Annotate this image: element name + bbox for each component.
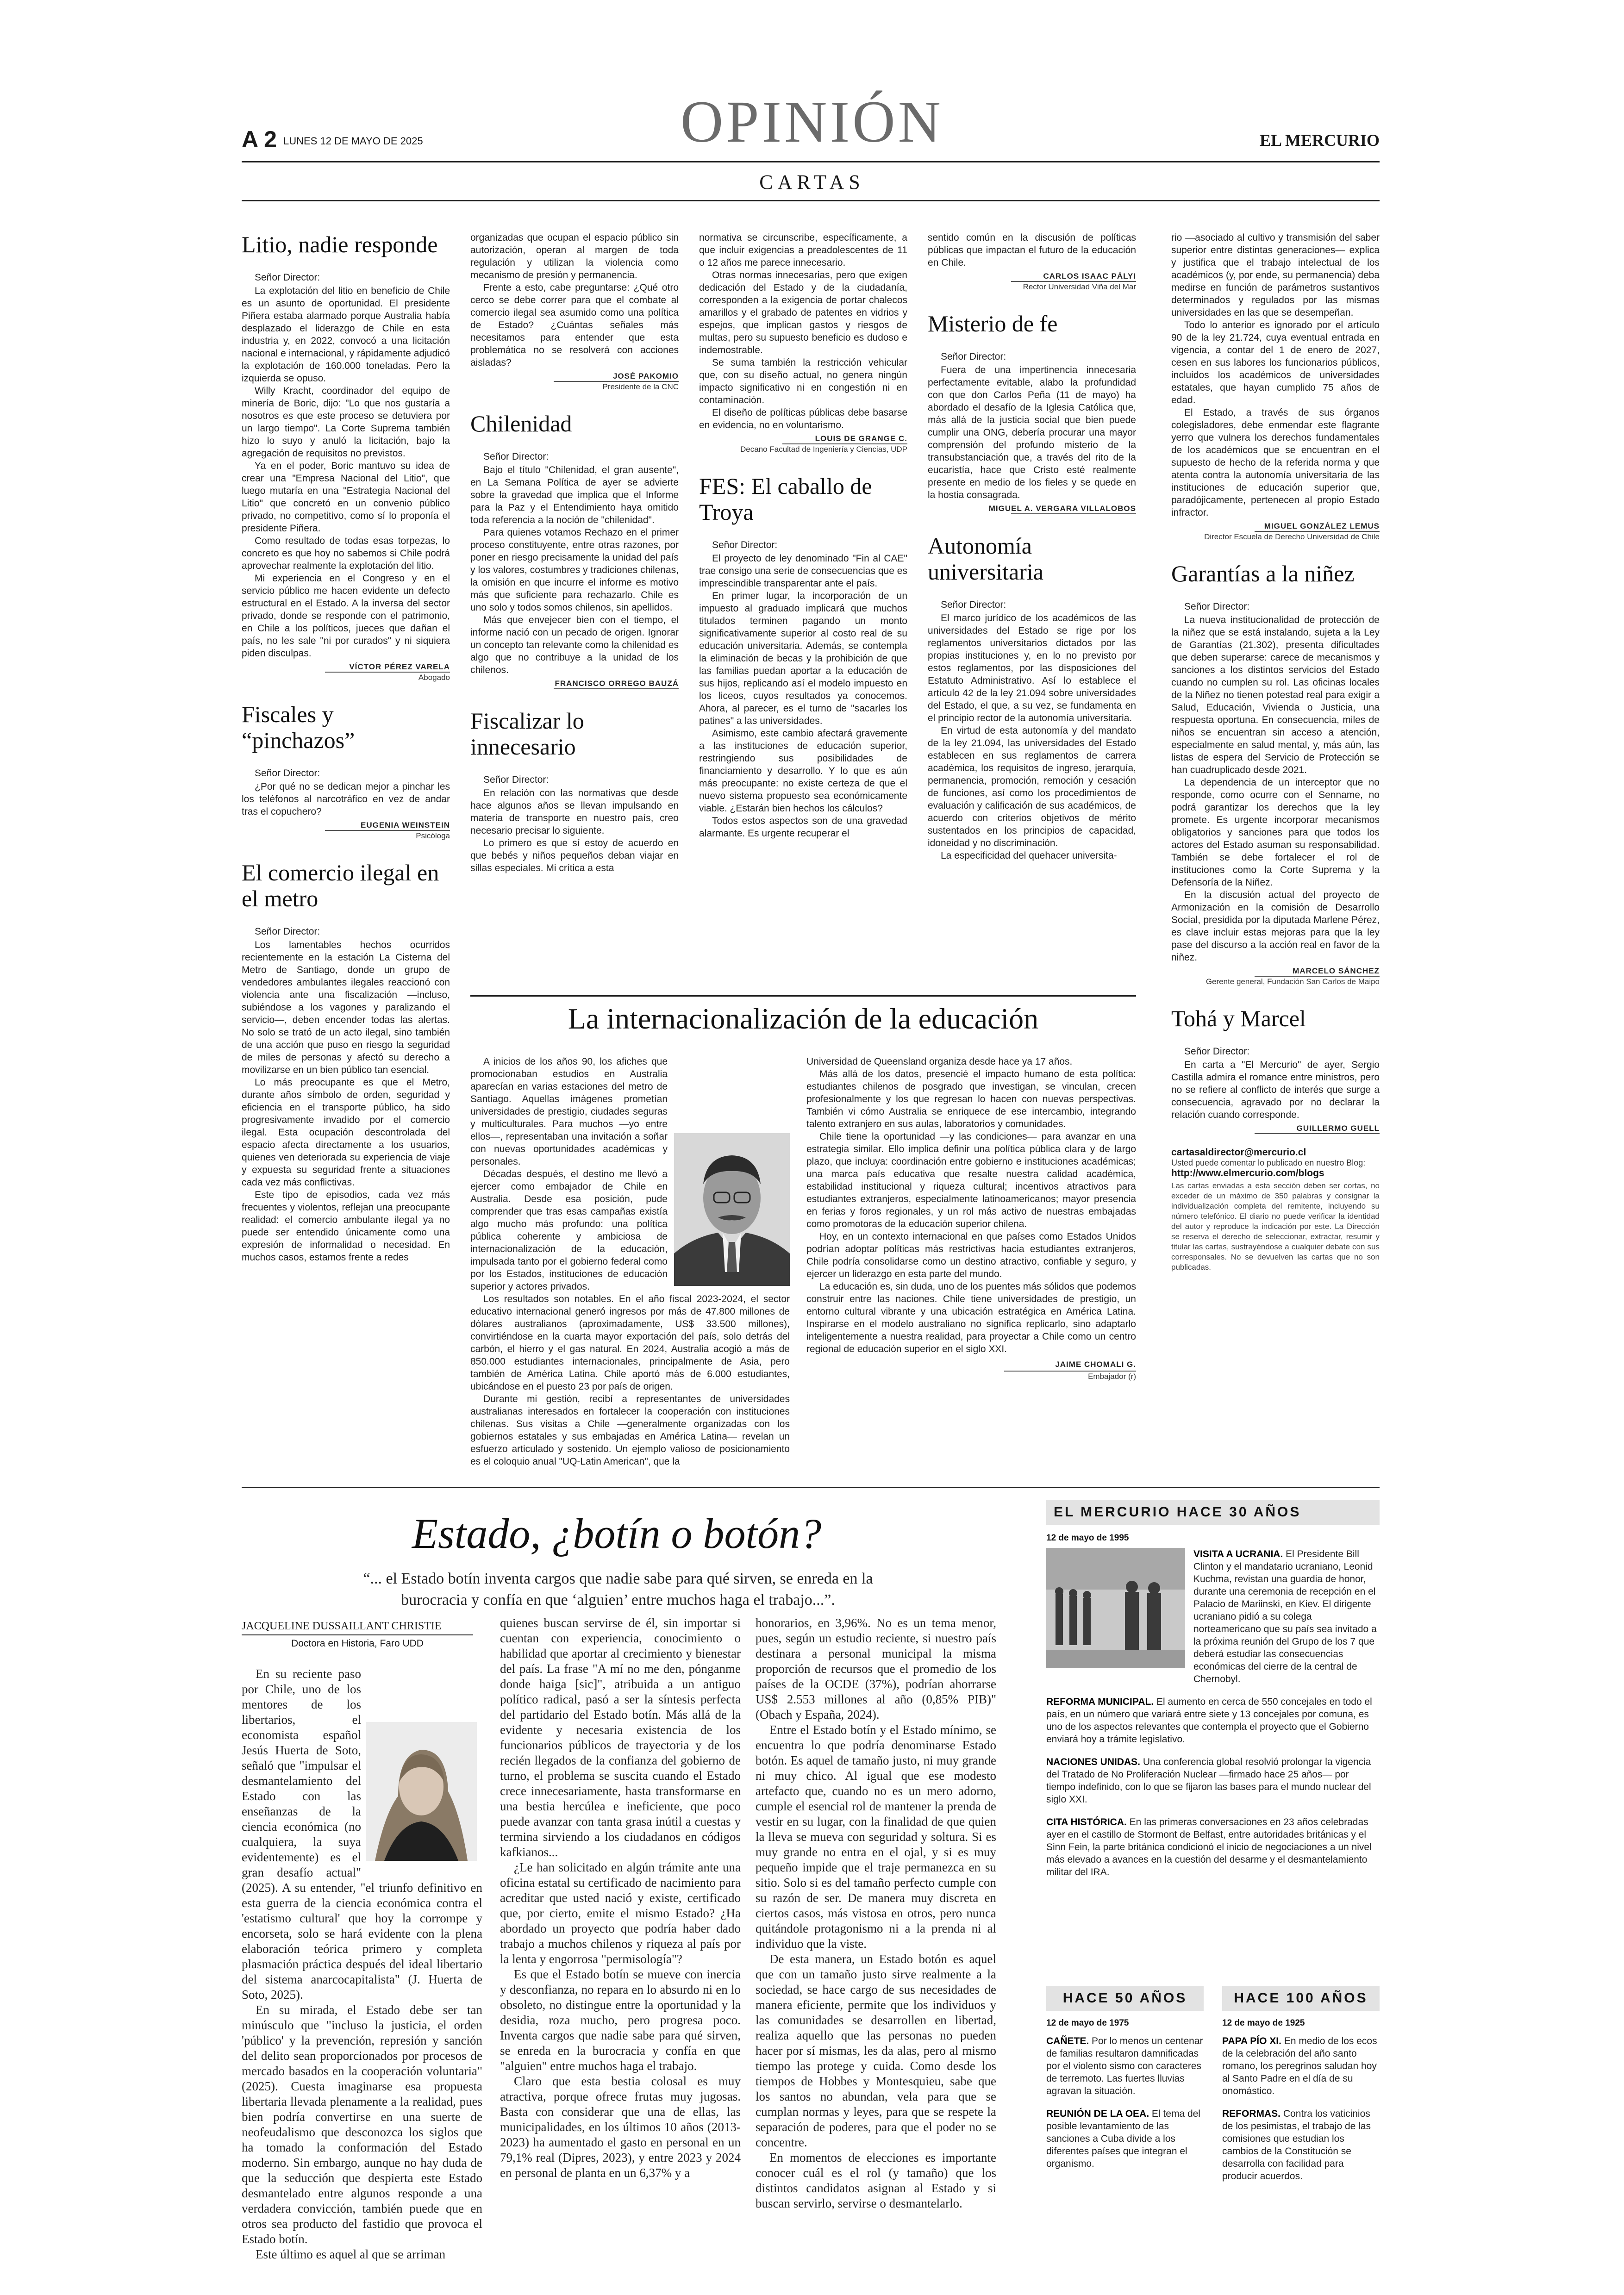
letter-body — [470, 231, 679, 369]
letter-fes-continued — [928, 231, 1136, 292]
letters-policy-note: Las cartas enviadas a esta sección deben ser cortas, no exceder de un máximo de 350 palabras y consignar la individualización completa del remitente, incluyendo su número telefónico. El diario no puede verificar la identidad del autor y reproduce la indicación por este. La Dirección se reserva el derecho de seleccionar, extractar, resumir y titular las cartas, sustrayéndose a cualquier debate con sus corresponsales. No se devuelven las cartas que no son publicadas. — [1171, 1181, 1380, 1272]
paragraph: Este último es aquel al que se arriman — [256, 2247, 446, 2261]
salutation: Señor Director: — [255, 272, 320, 283]
letter-misterio — [928, 311, 1136, 514]
paragraph: quienes buscan servirse de él, sin importar si cuentan con experiencia, conocimiento o habilidad que aportar al crecimiento y bienestar del país. La frase "A mí no me den, pónganme donde haiga [sic]", atribuida a un antiguo político radical, pasó a ser la síntesis perfecta del partidario del Estado botín. Más allá de la evidente y necesaria existencia de los funcionarios públicos de trayectoria y de los recién llegados de la confianza del gobierno de turno, el problema se suscita cuando el Estado crece innecesariamente, hasta transformarse en una bestia hercúlea e ineficiente, que poco puede avanzar con tanta grasa inútil a cuestas y termina sirviendo a los ciudadanos en códigos kafkianos... — [500, 1616, 741, 1859]
hace-30-title: EL MERCURIO HACE 30 AÑOS — [1046, 1500, 1380, 1525]
letter-body — [242, 939, 450, 1264]
letter-title: El comercio ilegal en el metro — [242, 860, 439, 911]
paragraph: Lo primero es que sí estoy de acuerdo en que bebés y niños pequeños deban viajar en sillas especiales. Mi crítica a esta — [470, 838, 679, 873]
letter-body — [470, 787, 679, 874]
signature-rule — [554, 688, 679, 689]
estado-column-3 — [756, 1615, 996, 2211]
letter-comercio-continued — [470, 231, 679, 392]
estado-author: JACQUELINE DUSSAILLANT CHRISTIE — [242, 1620, 473, 1635]
author: GUILLERMO GUELL — [1296, 1124, 1380, 1133]
item-text: El Presidente Bill Clinton y el mandatario ucraniano, Leonid Kuchma, revistan una guardia de honor, durante una ceremonia de recepción en el Palacio de Mariinski, en Kiev. El dirigente ucraniano pidió a su colega norteamericano que su país sea invitado a la próxima reunión del Grupo de los 7 que deberá estudiar las consecuencias económicas del cierre de la central de Chernobyl. — [1193, 1549, 1377, 1684]
intl-column-2 — [806, 1055, 1136, 1382]
author: CARLOS ISAAC PÁLYI — [1043, 272, 1136, 281]
portrait-image — [674, 1133, 790, 1286]
letter-title: Fiscalizar lo innecesario — [470, 708, 584, 760]
letter-title: Chilenidad — [470, 411, 572, 437]
paragraph: La especificidad del quehacer universita- — [941, 850, 1117, 861]
letter-title: Autonomía universitaria — [928, 533, 1043, 585]
paragraph: organizadas que ocupan el espacio público sin autorización, operan al margen de toda regulación y utilizan la violencia como mecanismo de presión y permanencia. — [470, 232, 679, 281]
item-head: VISITA A UCRANIA. — [1193, 1549, 1283, 1559]
intl-top-rule — [470, 995, 1136, 997]
letter-body — [1171, 1059, 1380, 1121]
author-role: Rector Universidad Viña del Mar — [1023, 282, 1136, 291]
paragraph: Como resultado de todas esas torpezas, lo concreto es que hoy no sabemos si Chile podrá aprovechar realmente la explotación del litio. — [242, 536, 450, 571]
letter-chilenidad — [470, 411, 679, 689]
column-2 — [470, 231, 679, 874]
item-head: CAÑETE. — [1046, 2036, 1089, 2046]
paragraph: De esta manera, un Estado botón es aquel que con un tamaño justo sirve realmente a la sociedad, se hace cargo de sus necesidades de manera eficiente, permite que los individuos y las comunidades se desarrollen en libertad, realiza aquello que las personas no pueden hacer por sí mismas, les da alas, pero al mismo tiempo las protege y cuida. Como desde los tiempos de Hobbes y Montesquieu, sabe que los santos no abundan, vela para que se cumplan normas y leyes, para que se respete la separación de poderes, para que el poder no se concentre. — [756, 1952, 996, 2149]
paragraph: Mi experiencia en el Congreso y en el servicio público me hacen evidente un defecto estructural en el Estado. A la inversa del sector privado, donde se responde con el patrimonio, en Chile a los políticos, jueces que dañan el país, no les sale "ni por curados" y ni siquiera piden disculpas. — [242, 573, 450, 659]
estado-byline — [242, 1620, 473, 1649]
paragraph: sentido común en la discusión de políticas públicas que impactan el futuro de la educación en Chile. — [928, 232, 1136, 268]
paragraph: Se suma también la restricción vehicular que, con su diseño actual, no genera ningún impacto significativo ni en congestión ni en contaminación. — [699, 357, 907, 405]
estado-title: Estado, ¿botín o botón? — [412, 1510, 822, 1557]
hace-30-item — [1046, 1756, 1380, 1806]
clinton-kuchma-photo — [1046, 1548, 1185, 1668]
author: VÍCTOR PÉREZ VARELA — [349, 662, 450, 671]
letter-fes — [699, 473, 907, 840]
letter-title: Misterio de fe — [928, 311, 1058, 337]
letter-autonomia-continued — [1171, 231, 1380, 542]
letter-body — [928, 231, 1136, 269]
paragraph: honorarios, en 3,96%. No es un tema menor, pues, según un estudio reciente, si nuestro país destinara a personal municipal la misma proporción de recursos que el promedio de los países de la OCDE (37%), podrían ahorrarse US$ 2.553 millones al año (0,85% PIB)" (Obach y España, 2024). — [756, 1616, 996, 1721]
salutation: Señor Director: — [1184, 601, 1250, 612]
paragraph: Durante mi gestión, recibí a representantes de universidades australianas interesados en fortalecer la cooperación con instituciones chilenas. Sus visitas a Chile —generalmente organizadas con los gobiernos estatales y sus embajadas en América Latina— revelan un esfuerzo articulado y sostenido. Un ejemplo valioso de posicionamiento es el coloquio anual "UQ-Latin American", que la — [470, 1394, 790, 1467]
letter-body — [1171, 231, 1380, 519]
hace-50-date: 12 de mayo de 1975 — [1046, 2018, 1129, 2028]
lower-section-rule — [242, 1487, 1380, 1488]
hace-100-box — [1222, 1986, 1380, 2183]
paragraph: Entre el Estado botín y el Estado mínimo, se encuentra lo que podría denominarse Estado botón. Es aquel de tamaño justo, ni muy grande ni muy chico. Al igual que ese modesto artefacto que, cuando no es un mero adorno, cumple el esencial rol de mantener la prenda de vestir en su lugar, con la finalidad de que quien la lleva se mueva con seguridad y soltura. Si es muy grande no entra en el ojal, y si es muy pequeño impide que el traje permanezca en su sitio. Solo si es del tamaño perfecto cumple con su razón de ser. De manera muy discreta en ciertos casos, más vistosa en otros, pero nunca quitándole protagonismo ni a la prenda ni al individuo que la viste. — [756, 1723, 996, 1951]
estado-column-1 — [242, 1666, 482, 2262]
paragraph: Hoy, en un contexto internacional en que países como Estados Unidos podrían adoptar políticas más restrictivas hacia estudiantes extranjeros, Chile podría consolidarse como un destino atractivo, confiable y seguro, y ejercer un liderazgo en esta parte del mundo. — [806, 1231, 1136, 1279]
paragraph: La nueva institucionalidad de protección de la niñez que se está instalando, sujeta a la Ley de Garantías (21.302), presenta dificultades que deben superarse: carece de mecanismos y sanciones a los distintos servicios del Estado cuando no cumplen su rol. Las oficinas locales de la Niñez no tienen potestad real para exigir a Salud, Educación, Vivienda o Justicia, una respuesta oportuna. En consecuencia, miles de niños se encuentran sin acceso a atención, especialmente en salud mental, y, más aún, las listas de espera del Servicio de Protección se han cuadruplicado desde 2021. — [1171, 615, 1380, 775]
hace-30-box — [1046, 1500, 1380, 1878]
hace-30-item — [1046, 1816, 1380, 1878]
letter-body — [699, 231, 907, 431]
paragraph: Fuera de una impertinencia innecesaria perfectamente evitable, alabo la profundidad con que don Carlos Peña (11 de mayo) ha abordado el desafío de la Iglesia Católica que, más allá de la justicia social que bien puede cumplir una ONG, debería procurar una mayor comprensión del profundo misterio de la transubstanciación que, a través del rito de la eucaristía, hace que Cristo esté realmente presente en medio de los fieles y se quede en la hostia consagrada. — [928, 365, 1136, 500]
author: MARCELO SÁNCHEZ — [1293, 967, 1380, 975]
paragraph: En primer lugar, la incorporación de un impuesto al graduado implicará que muchos titulados terminen pagando un monto significativamente superior al costo real de su educación universitaria. Además, se contempla la eliminación de becas y la prohibición de que las familias puedan aportar a la educación de sus hijos, replicando así el modelo impuesto en los liceos, cuyos resultados ya conocemos. Ahora, al parecer, es el turno de "sacarles los patines" a las universidades. — [699, 591, 907, 726]
letter-garantias — [1171, 561, 1380, 987]
paragraph: A inicios de los años 90, los afiches que promocionaban estudios en Australia aparecían en varias estaciones del metro de Santiago. Aquellas imágenes prometían universidades de prestigio, ciudades seguras y multiculturales. Para muchos —yo entre ellos—, representaban una invitación a soñar con nuevas oportunidades académicas y personales. — [470, 1056, 668, 1167]
letter-body — [242, 780, 450, 818]
paragraph: Los resultados son notables. En el año fiscal 2023-2024, el sector educativo internacional generó ingresos por más de 47.800 millones de dólares australianos (aproximadamente, US$ 33.500 millones), convirtiéndose en la cuarta mayor exportación del país, solo detrás del carbón, el hierro y el gas natural. En 2024, Australia acogió a más de 850.000 estudiantes internacionales, principalmente de Asia, pero también de América Latina. Chile aportó más de 6.000 estudiantes, ubicándose en el puesto 23 por país de origen. — [470, 1294, 790, 1392]
paragraph: Este tipo de episodios, cada vez más frecuentes y violentos, reflejan una preocupante realidad: el comercio ambulante ilegal ya no puede ser entendido únicamente como una expresión de informalidad o necesidad. En muchos casos, estamos frente a redes — [242, 1190, 450, 1263]
paragraph: La educación es, sin duda, uno de los puentes más sólidos que podemos construir entre las naciones. Chile tiene universidades de prestigio, un entorno cultural vibrante y una ubicación estratégica en América Latina. Inspirarse en el modelo australiano no significa replicarlo, sino adaptarlo inteligentemente a nuestra realidad, para proyectar a Chile como un centro regional de educación superior en el siglo XXI. — [806, 1281, 1136, 1354]
author: FRANCISCO ORREGO BAUZÁ — [555, 679, 679, 688]
letter-fiscales — [242, 701, 450, 841]
letter-title: Litio, nadie responde — [242, 231, 438, 257]
signature-rule — [1011, 513, 1136, 514]
item-text: El tema del posible levantamiento de las sanciones a Cuba divide a los diferentes países que integran el organismo. — [1046, 2108, 1200, 2169]
estado-pull-quote: “... el Estado botín inventa cargos que nadie sabe para qué sirven, se enreda en la burocracia y confía en que ‘alguien’ entre muchos haga el trabajo...”. — [363, 1570, 873, 1609]
page-date: LUNES 12 DE MAYO DE 2025 — [283, 135, 423, 147]
item-head: REFORMA MUNICIPAL. — [1046, 1696, 1154, 1707]
cartas-rule — [242, 200, 1380, 201]
author-role: Psicóloga — [416, 831, 450, 840]
signature-rule — [1255, 1133, 1380, 1134]
letter-title: Tohá y Marcel — [1171, 1005, 1306, 1031]
letter-body — [928, 612, 1136, 862]
item-head: PAPA PÍO XI. — [1222, 2036, 1281, 2046]
hace-50-item — [1046, 2108, 1204, 2170]
contact-box — [1171, 1147, 1380, 1272]
author: JAIME CHOMALI G. — [1055, 1360, 1136, 1369]
estado-author-role: Doctora en Historia, Faro UDD — [291, 1638, 424, 1649]
item-head: REUNIÓN DE LA OEA. — [1046, 2108, 1149, 2119]
paragraph: Los lamentables hechos ocurridos recientemente en la estación La Cisterna del Metro de Santiago, donde un grupo de vendedores ambulantes ilegales reaccionó con violencia ante una fiscalización —incluso, subiéndose a los vagones y paralizando el servicio—, deben encender todas las alertas. No solo se trató de un acto ilegal, sino también de una acción que puso en riesgo la seguridad de miles de personas y afectó su derecho a movilizarse en un bien público tan esencial. — [242, 940, 450, 1075]
letter-body — [242, 285, 450, 660]
letter-fiscalizar-continued — [699, 231, 907, 455]
paragraph: En carta a "El Mercurio" de ayer, Sergio Castilla admira el romance entre ministros, pero no se refiere al conflicto de interés que surge a consecuencia, agravado por no declarar la relación cuando corresponde. — [1171, 1060, 1380, 1120]
contact-email[interactable]: cartasaldirector@mercurio.cl — [1171, 1147, 1306, 1158]
salutation: Señor Director: — [712, 540, 778, 550]
author: MIGUEL A. VERGARA VILLALOBOS — [988, 504, 1136, 513]
author-role: Abogado — [418, 673, 450, 682]
paragraph: Bajo el título "Chilenidad, el gran ausente", en La Semana Política de ayer se advierte sobre la gravedad que implica que el Informe para la Paz y el Entendimiento haya omitido toda referencia a la noción de "chilenidad". — [470, 465, 679, 525]
paragraph: Ya en el poder, Boric mantuvo su idea de crear una "Empresa Nacional del Litio", que luego mutaría en una "Estrategia Nacional del Litio" que concretó en un convenio público privado, no competitivo, como sí lo proponía el presidente Piñera. — [242, 461, 450, 534]
paragraph: La explotación del litio en beneficio de Chile es un asunto de oportunidad. El presidente Piñera estaba alarmado porque Australia había desplazado el liderazgo de Chile en esta industria y, en 2022, convocó a una licitación nacional e internacional, y rápidamente adjudicó la explotación de 160.000 toneladas. Pero la izquierda se opuso. — [242, 286, 450, 384]
paragraph: El Estado, a través de sus órganos colegisladores, debe enmendar este flagrante yerro que vulnera los derechos fundamentales de los académicos que se encuentran en el supuesto de hecho de la referida norma y que atenta contra la autonomía universitaria de las instituciones de educación superior que, paradójicamente, pertenecen al propio Estado infractor. — [1171, 407, 1380, 518]
salutation: Señor Director: — [255, 926, 320, 937]
author-role: Embajador (r) — [1088, 1372, 1136, 1381]
hace-50-box — [1046, 1986, 1204, 2170]
paragraph: Para quienes votamos Rechazo en el primer proceso constituyente, entre otras razones, por poner en riesgo precisamente la unidad del país y los valores, costumbres y tradiciones chilenas, la omisión en que incurre el informe es motivo más que suficiente para rechazarlo. Chile es uno solo y todos somos chilenos, sin apellidos. — [470, 527, 679, 613]
author: MIGUEL GONZÁLEZ LEMUS — [1264, 522, 1380, 530]
item-text: El aumento en cerca de 550 concejales en todo el país, en un número que variará entre siete y 13 concejales por comuna, es uno de los aspectos relevantes que contempla el proyecto que el Gobierno enviará hoy a trámite legislativo. — [1046, 1696, 1372, 1745]
paragraph: El marco jurídico de los académicos de las universidades del Estado se rige por los reglamentos universitarios dictados por las propias instituciones y, en lo no previsto por estos reglamentos, por las disposiciones del Estatuto Administrativo. Así lo establece el artículo 42 de la ley 21.094 sobre universidades del Estado, el que, a su vez, se fundamenta en el principio rector de la autonomía universitaria. — [928, 613, 1136, 723]
section-title: OPINIÓN — [680, 89, 944, 155]
item-head: NACIONES UNIDAS. — [1046, 1757, 1141, 1767]
salutation: Señor Director: — [483, 451, 549, 462]
paragraph: Willy Kracht, coordinador del equipo de minería de Boric, dijo: "Lo que nos gustaría a nosotros es que este proceso se detuviera por un largo tiempo". La Corte Suprema también hizo lo suyo y anuló la licitación, bajo la agregación de requisitos no previstos. — [242, 386, 450, 459]
photo-slot — [367, 1722, 482, 1865]
paragraph: rio —asociado al cultivo y transmisión del saber superior entre distintas generaciones— explica y justifica que el trabajo intelectual de los académicos (y, por ende, su permanencia) deba medirse en función de parámetros sustantivos determinados y regulados por las mismas universidades en las que se desempeñan. — [1171, 232, 1380, 318]
hace-50-title: HACE 50 AÑOS — [1046, 1986, 1204, 2011]
author: LOUIS DE GRANGE C. — [815, 434, 907, 443]
paragraph: El proyecto de ley denominado "Fin al CAE" trae consigo una serie de consecuencias que es imprescindible transparentar ante el país. — [699, 553, 907, 589]
column-5 — [1171, 231, 1380, 1272]
masthead-rule — [242, 161, 1380, 162]
salutation: Señor Director: — [1184, 1046, 1250, 1057]
item-text: Por lo menos un centenar de familias resultaron damnificadas por el violento sismo con caracteres de terremoto. Las fuertes lluvias agravan la situación. — [1046, 2036, 1203, 2096]
author-role: Gerente general, Fundación San Carlos de Maipo — [1206, 977, 1380, 986]
letter-title: Garantías a la niñez — [1171, 561, 1355, 586]
paragraph: En su mirada, el Estado debe ser tan minúsculo que "incluso la justicia, el orden 'público' y la prevención, represión y sanción del delito sean proporcionados por procesos de mercado basados en la cooperación voluntaria" (2025). Cuesta imaginarse esa propuesta libertaria llevada plenamente a la realidad, pues bien podría convertirse en una suerte de neofeudalismo que desconozca los siglos que ha tomado la conformación del Estado moderno. Sin embargo, aunque no hay duda de que la seducción que despierta este Estado desmantelado entre algunos responde a una verdadera convicción, también puede que en otros sea producto del fastidio que provoca el Estado botín. — [242, 2003, 482, 2246]
paragraph: En relación con las normativas que desde hace algunos años se llevan impulsando en materia de transporte en nuestro país, creo necesario precisar lo siguiente. — [470, 788, 679, 836]
paragraph: Universidad de Queensland organiza desde hace ya 17 años. — [806, 1056, 1073, 1067]
author: JOSÉ PAKOMIO — [612, 372, 679, 380]
intl-title: La internacionalización de la educación — [568, 1002, 1039, 1035]
letter-title: FES: El caballo de Troya — [699, 473, 872, 525]
paragraph: Claro que esta bestia colosal es muy atractiva, porque ofrece frutas muy jugosas. Basta con considerar que una de ellas, las municipalidades, en los últimos 10 años (2013-2023) ha aumentado el gasto en personal en un 79,1% real (Dipres, 2023), y entre 2023 y 2024 en personal de planta en un 6,37% y a — [500, 2074, 741, 2180]
salutation: Señor Director: — [255, 768, 320, 779]
hace-30-date: 12 de mayo de 1995 — [1046, 1533, 1129, 1543]
hace-100-date: 12 de mayo de 1925 — [1222, 2018, 1305, 2028]
paragraph: Más allá de los datos, presencié el impacto humano de esta política: estudiantes chilenos de posgrado que investigan, se vinculan, crecen profesionalmente y los que regresan lo hacen con nuevas perspectivas. También vi cómo Australia se enriquece de ese intercambio, integrando talento extranjero en sus aulas, laboratorios y comunidades. — [806, 1069, 1136, 1129]
item-text: En medio de los ecos de la celebración del año santo romano, los peregrinos saludan hoy al Santo Padre en el día de su onomástico. — [1222, 2036, 1377, 2096]
paragraph: ¿Le han solicitado en algún trámite ante una oficina estatal su certificado de nacimiento para acreditar que usted nació y existe, certificado que, por cierto, emite el mismo Estado? ¿Ha abordado un proyecto que podría haber dado trabajo a muchos chilenos y riqueza al país por la lenta y engorrosa "permisología"? — [500, 1860, 741, 1966]
paragraph: Otras normas innecesarias, pero que exigen dedicación del Estado y de la ciudadanía, corresponden a la exigencia de portar chalecos amarillos y el grabado de patentes en vidrios y espejos, que implican gastos y riesgos de multas, pero su supuesto beneficio es dudoso e indemostrable. — [699, 270, 907, 355]
hace-30-item — [1193, 1548, 1380, 1685]
paragraph: En virtud de esta autonomía y del mandato de la ley 21.094, las universidades del Estado establecen en sus reglamentos de carrera académica, los requisitos de ingreso, jerarquía, permanencia, promoción, remoción y cesación de funciones, así como los procedimientos de evaluación y calificación de sus académicos, de acuerdo con criterios objetivos de mérito sustentados en los principios de capacidad, idoneidad y no discriminación. — [928, 725, 1136, 848]
hace-100-item — [1222, 2108, 1380, 2183]
paragraph: Frente a esto, cabe preguntarse: ¿Qué otro cerco se debe correr para que el combate al comercio ilegal sea asumido como una política de Estado? ¿Cuántas señales más necesitamos para entender que esta problemática no se resolverá con acciones aisladas? — [470, 282, 679, 368]
hace-30-item — [1046, 1696, 1380, 1746]
item-text: Una conferencia global resolvió prolongar la vigencia del Tratado de No Proliferación Nuclear —firmado hace 25 años— por tiempo indefinido, con lo que se fijaron las bases para el mundo nuclear del siglo XXI. — [1046, 1757, 1371, 1805]
salutation: Señor Director: — [483, 774, 549, 785]
letter-title: Fiscales y “pinchazos” — [242, 701, 355, 753]
paragraph: Es que el Estado botín se mueve con inercia y desconfianza, no repara en lo absurdo ni en lo obsoleto, no distingue entre la oportunidad y la desidia, roza mucho, pero progresa poco. Inventa cargos que nadie sabe para qué sirven, se enreda en la burocracia y confía en que "alguien" entre muchos haga el trabajo. — [500, 1967, 741, 2073]
salutation: Señor Director: — [941, 599, 1006, 610]
author: EUGENIA WEINSTEIN — [361, 821, 450, 829]
subsection-title: CARTAS — [759, 171, 865, 193]
paragraph: Décadas después, el destino me llevó a ejercer como embajador de Chile en Australia. Desde esa posición, pude comprender que tras esas campañas existía algo mucho más profundo: una política pública coherente y ambiciosa de internacionalización de la educación, impulsada tanto por el gobierno federal como por los Estados, instituciones de educación superior y actores privados. — [470, 1169, 668, 1292]
paragraph: Lo más preocupante es que el Metro, durante años símbolo de orden, seguridad y eficiencia en el transporte público, ha sido progresivamente invadido por el comercio ilegal. Esta ocupación descontrolada del espacio afecta directamente a los usuarios, quienes ven deteriorada su experiencia de viaje y expuesta su seguridad frente a situaciones cada vez más conflictivas. — [242, 1077, 450, 1188]
blog-line: Usted puede comentar lo publicado en nuestro Blog: — [1171, 1158, 1366, 1167]
paragraph: En momentos de elecciones es importante conocer cuál es el rol (y tamaño) que los distintos candidatos asignan al Estado y si buscan servirlo, servirse o desmantelarlo. — [756, 2151, 996, 2210]
item-text: En las primeras conversaciones en 23 años celebradas ayer en el castillo de Stormont de Belfast, entre autoridades británicas y el Sinn Fein, la parte británica condicionó el inicio de negociaciones a un nivel más elevado a avances en la cuestión del desarme y el desmantelamiento militar del IRA. — [1046, 1817, 1372, 1877]
paragraph: Todo lo anterior es ignorado por el artículo 90 de la ley 21.724, cuya eventual entrada en vigencia, a contar del 1 de enero de 2027, cesen en sus labores los funcionarios públicos, incluidos los académicos de universidades estatales, que hayan cumplido 75 años de edad. — [1171, 320, 1380, 405]
column-1 — [242, 231, 450, 1264]
paragraph: En la discusión actual del proyecto de Armonización en la comisión de Desarrollo Social, presidida por la diputada Marlene Pérez, es clave incluir estas mejoras para que la ley pase del discurso a la acción real en favor de la niñez. — [1171, 890, 1380, 963]
author-role: Decano Facultad de Ingeniería y Ciencias, UDP — [740, 445, 907, 454]
paragraph: Asimismo, este cambio afectará gravemente a las instituciones de educación superior, restringiendo sus posibilidades de financiamiento y desarrollo. Y lo que es aún más preocupante: no existe certeza de que el nuevo sistema propuesto sea económicamente viable. ¿Estarán bien hechos los cálculos? — [699, 728, 907, 814]
blog-link[interactable]: http://www.elmercurio.com/blogs — [1171, 1168, 1324, 1179]
author-role: Presidente de la CNC — [602, 382, 679, 391]
letter-toha — [1171, 1005, 1380, 1134]
paragraph: ¿Por qué no se dedican mejor a pinchar les los teléfonos al narcotráfico en vez de andar tras el copuchero? — [242, 781, 450, 817]
paper-name: EL MERCURIO — [1259, 131, 1380, 150]
letter-body — [928, 364, 1136, 501]
author-role: Director Escuela de Derecho Universidad de Chile — [1204, 532, 1380, 541]
letter-body — [470, 464, 679, 676]
page-number: A 2 — [242, 126, 277, 152]
item-text: Contra los vaticinios de los pesimistas, el trabajo de las comisiones que estudian los cambios de la Constitución se desarrolla con facilidad para producir acuerdos. — [1222, 2108, 1371, 2182]
paragraph: normativa se circunscribe, específicamente, a que incluir exigencias a preadolescentes de 11 o 12 años me parece innecesario. — [699, 232, 907, 268]
letter-comercio — [242, 860, 450, 1264]
paragraph: El diseño de políticas públicas debe basarse en evidencia, no en voluntarismo. — [699, 407, 907, 430]
hace-100-item — [1222, 2035, 1380, 2097]
column-4 — [928, 231, 1136, 862]
hace-50-item — [1046, 2035, 1204, 2097]
salutation: Señor Director: — [941, 351, 1006, 362]
estado-column-2 — [500, 1615, 741, 2181]
ceremony-image — [1046, 1548, 1185, 1668]
hace-100-title: HACE 100 AÑOS — [1222, 1986, 1380, 2011]
author-photo — [674, 1133, 790, 1286]
item-head: CITA HISTÓRICA. — [1046, 1817, 1127, 1827]
paragraph: La dependencia de un interceptor que no responde, como ocurre con el Senname, no podrá garantizar los derechos que la ley promete. Es urgente incorporar mecanismos obligatorios y sanciones para que todos los actores del Estado asuman su responsabilidad. También se debe fortalecer el rol de instituciones como la Corte Suprema y la Defensoría de la Niñez. — [1171, 777, 1380, 888]
letter-fiscalizar — [470, 708, 679, 874]
column-3 — [699, 231, 907, 840]
paragraph: Todos estos aspectos son de una gravedad alarmante. Es urgente recuperar el — [699, 816, 907, 839]
item-head: REFORMAS. — [1222, 2108, 1280, 2119]
letter-litio — [242, 231, 450, 683]
paragraph: Más que envejecer bien con el tiempo, el informe nació con un pecado de origen. Ignorar un concepto tan relevante como la chilenidad es algo que no contribuye a la unidad de los chilenos. — [470, 615, 679, 675]
letter-autonomia — [928, 533, 1136, 862]
paragraph: Chile tiene la oportunidad —y las condiciones— para avanzar en una estrategia similar. Ello implica definir una política pública clara y de largo plazo, que incluya: coordinación entre gobierno e instituciones académicas; una marca país educativa que resalte nuestra calidad académica, estabilidad institucional y riqueza cultural; incentivos atractivos para estudiantes extranjeros, especialmente latinoamericanos; mayor presencia en ferias y foros regionales, y un rol más activo de nuestras embajadas como promotoras de la educación superior chilena. — [806, 1131, 1136, 1229]
letter-body — [1171, 614, 1380, 964]
letter-body — [699, 552, 907, 840]
paragraph: En su reciente paso por Chile, uno de los mentores de los libertarios, el economista español Jesús Huerta de Soto, señaló que "impulsar el desmantelamiento del Estado con las enseñanzas de la ciencia económica (no cualquiera, la suya evidentemente) es el gran desafío actual" (2025). A su entender, "el triunfo definitivo en esta guerra de la ciencia económica contra el 'estatismo cultural' que hoy la corrompe y encorseta, solo se hará evidente con la plena elaboración teórica primero y completa plasmación práctica después del ideal libertario del sistema anarcocapitalista" (J. Huerta de Soto, 2025). — [242, 1667, 482, 2002]
